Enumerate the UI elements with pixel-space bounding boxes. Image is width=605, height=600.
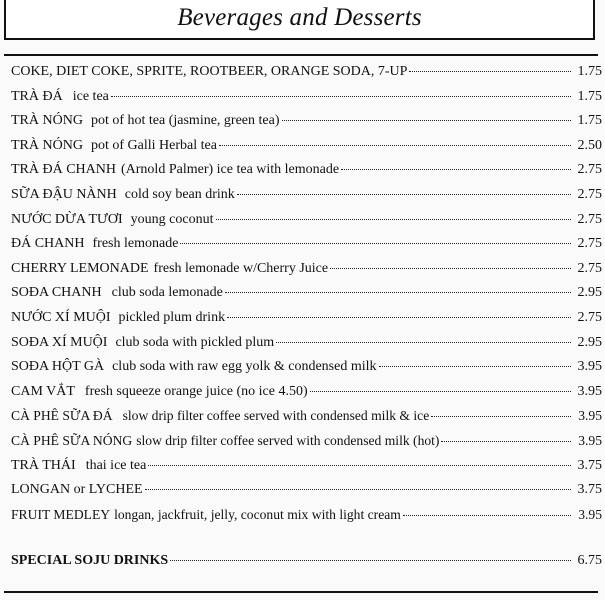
- menu-item: [11, 384, 602, 409]
- item-description: pickled plum drink: [118, 309, 226, 325]
- dot-leader: [219, 145, 571, 146]
- header-box: [4, 0, 595, 40]
- menu-item: [11, 162, 602, 187]
- dot-leader: [216, 219, 572, 220]
- item-price: 1.75: [577, 64, 602, 79]
- dot-leader: [225, 292, 571, 293]
- item-price: 3.95: [578, 506, 602, 522]
- dot-leader: [379, 366, 572, 367]
- menu-item: [11, 433, 602, 458]
- menu-item: [11, 212, 602, 237]
- dot-leader: [403, 515, 571, 516]
- footer-divider: [4, 591, 598, 593]
- item-price: 1.75: [577, 113, 602, 129]
- item-description: pot of hot tea (jasmine, green tea): [90, 113, 280, 129]
- menu-item: [11, 458, 602, 483]
- item-description: (Arnold Palmer) ice tea with lemonade: [121, 162, 340, 178]
- item-name: SỮA ĐẬU NÀNH: [11, 186, 117, 202]
- item-name: COKE, DIET COKE, SPRITE, ROOTBEER, ORANGE SODA, 7-UP: [11, 64, 408, 79]
- item-description: cold soy bean drink: [124, 186, 235, 202]
- menu-item: [11, 89, 602, 114]
- item-price: 2.75: [577, 309, 602, 325]
- item-description: fresh lemonade: [92, 236, 179, 252]
- menu-item: [11, 236, 602, 261]
- dot-leader: [111, 96, 571, 97]
- dot-leader: [341, 169, 571, 170]
- item-price: 3.95: [577, 383, 602, 399]
- item-name: CÀ PHÊ SỮA ĐÁ: [11, 408, 113, 424]
- item-name: FRUIT MEDLEY: [11, 506, 111, 522]
- item-name: SOĐA HỘT GÀ: [11, 359, 105, 375]
- menu-item-special: [11, 553, 602, 578]
- item-price: 2.95: [577, 285, 602, 301]
- dot-leader: [409, 71, 571, 72]
- item-name: TRÀ NÓNG: [11, 137, 83, 153]
- item-price: 3.95: [577, 359, 602, 375]
- item-price: 2.75: [577, 162, 602, 178]
- header-divider: [4, 54, 598, 56]
- item-name: TRÀ ĐÁ CHANH: [11, 162, 116, 178]
- dot-leader: [145, 489, 571, 490]
- item-description: young coconut: [130, 211, 214, 227]
- menu-item: [11, 113, 602, 138]
- item-price: 2.75: [577, 186, 602, 202]
- dot-leader: [310, 391, 571, 392]
- special-soju-section: [11, 553, 602, 578]
- item-description: longan, jackfruit, jelly, coconut mix with light cream: [114, 506, 401, 522]
- item-price: 2.75: [577, 236, 602, 252]
- item-price: 3.75: [577, 482, 602, 498]
- item-description: club soda lemonade: [111, 285, 223, 301]
- item-description: fresh squeeze orange juice (no ice 4.50): [84, 383, 308, 399]
- page-title: Beverages and Desserts: [177, 4, 422, 31]
- item-description: fresh lemonade w/Cherry Juice: [153, 260, 329, 276]
- dot-leader: [170, 560, 571, 561]
- item-name: CÀ PHÊ SỮA NÓNG: [11, 432, 133, 448]
- dot-leader: [330, 268, 571, 269]
- dot-leader: [227, 317, 571, 318]
- dot-leader: [431, 416, 571, 417]
- menu-item: [11, 64, 602, 89]
- dot-leader: [180, 243, 571, 244]
- item-name: TRÀ THÁI: [11, 457, 76, 473]
- beverage-menu-list: [11, 64, 602, 531]
- menu-item: [11, 359, 602, 384]
- item-price: 2.75: [577, 211, 602, 227]
- item-description: slow drip filter coffee served with condensed milk & ice: [122, 408, 430, 424]
- item-name: SOĐA CHANH: [11, 285, 102, 301]
- item-price: 3.95: [578, 432, 602, 448]
- item-name: CHERRY LEMONADE: [11, 260, 149, 276]
- dot-leader: [441, 441, 571, 442]
- item-name: TRÀ NÓNG: [11, 113, 83, 129]
- item-name: SOĐA XÍ MUỘI: [11, 334, 108, 350]
- dot-leader: [282, 120, 572, 121]
- menu-item: [11, 310, 602, 335]
- special-item-name: SPECIAL SOJU DRINKS: [11, 553, 169, 568]
- menu-item: [11, 507, 602, 532]
- item-description: pot of Galli Herbal tea: [90, 137, 217, 153]
- menu-item: [11, 187, 602, 212]
- item-name: CAM VẮT: [11, 383, 75, 399]
- item-description: club soda with pickled plum: [115, 334, 275, 350]
- item-name: ĐÁ CHANH: [11, 236, 85, 252]
- item-price: 3.75: [577, 457, 602, 473]
- special-item-price: 6.75: [577, 553, 602, 568]
- dot-leader: [148, 465, 571, 466]
- item-description: ice tea: [72, 88, 109, 104]
- item-name: NƯỚC XÍ MUỘI: [11, 309, 111, 325]
- item-price: 2.75: [577, 260, 602, 276]
- dot-leader: [276, 342, 571, 343]
- menu-item: [11, 408, 602, 433]
- menu-item: [11, 335, 602, 360]
- item-description: club soda with raw egg yolk & condensed milk: [112, 359, 377, 375]
- item-price: 2.50: [577, 137, 602, 153]
- menu-item: [11, 138, 602, 163]
- item-price: 2.95: [577, 334, 602, 350]
- item-name: LONGAN or LYCHEE: [11, 482, 143, 498]
- menu-item: [11, 482, 602, 507]
- item-description: thai ice tea: [85, 457, 147, 473]
- dot-leader: [237, 194, 571, 195]
- item-price: 1.75: [577, 88, 602, 104]
- item-price: 3.95: [578, 408, 602, 424]
- item-name: NƯỚC DỪA TƯƠI: [11, 211, 123, 227]
- menu-item: [11, 285, 602, 310]
- menu-item: [11, 261, 602, 286]
- item-description: slow drip filter coffee served with condensed milk (hot): [136, 432, 440, 448]
- item-name: TRÀ ĐÁ: [11, 88, 63, 104]
